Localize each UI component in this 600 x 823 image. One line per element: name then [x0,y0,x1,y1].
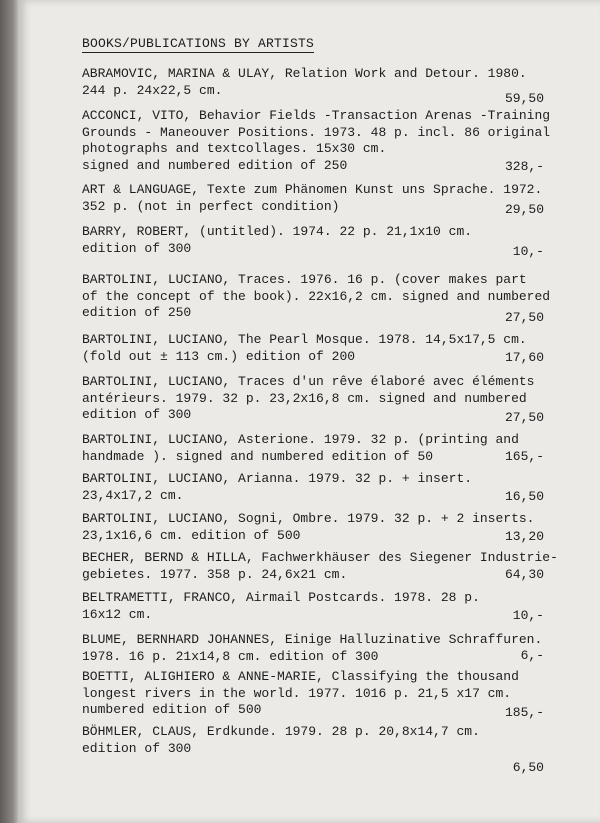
catalog-entry [82,272,562,325]
catalog-entry [82,432,562,465]
catalog-entry [82,332,562,365]
entry-price: 328,- [504,159,544,174]
page-heading: BOOKS/PUBLICATIONS BY ARTISTS [82,36,315,51]
entry-text: ABRAMOVIC, MARINA & ULAY, Relation Work and Detour. 1980. 244 p. 24x22,5 cm. [82,66,527,98]
entry-price: 29,50 [504,202,544,217]
entry-price: 6,- [520,648,544,663]
entry-text: BARTOLINI, LUCIANO, The Pearl Mosque. 1978. 14,5x17,5 cm. (fold out ± 113 cm.) edition of 200 [82,332,527,364]
catalog-entry [82,590,562,623]
entry-price: 59,50 [504,91,544,106]
catalog-entry [82,632,562,665]
entry-price: 10,- [512,608,544,623]
catalog-entry [82,550,562,583]
entry-price: 27,50 [504,310,544,325]
binding-edge [0,0,18,823]
catalog-entry [82,724,562,775]
entry-text: BARTOLINI, LUCIANO, Traces d'un rêve élaboré avec éléments antérieurs. 1979. 32 p. 23,2x16,8 cm. signed and numbered edition of 300 [82,374,535,422]
entry-text: BLUME, BERNHARD JOHANNES, Einige Halluzinative Schraffuren. 1978. 16 p. 21x14,8 cm. edition of 300 [82,632,543,664]
entry-text: ART & LANGUAGE, Texte zum Phänomen Kunst uns Sprache. 1972. 352 p. (not in perfect condition) [82,182,543,214]
entry-text: BARTOLINI, LUCIANO, Sogni, Ombre. 1979. 32 p. + 2 inserts. 23,1x16,6 cm. edition of 500 [82,511,535,543]
catalog-entry [82,511,562,544]
entry-price: 16,50 [504,489,544,504]
entry-price: 185,- [504,705,544,720]
entry-price: 165,- [504,449,544,464]
entry-text: BARTOLINI, LUCIANO, Arianna. 1979. 32 p. + insert. 23,4x17,2 cm. [82,471,473,503]
entry-price: 6,50 [512,760,544,775]
catalog-entry [82,182,562,215]
catalog-entry [82,471,562,504]
catalog-page [18,0,600,823]
entry-text: BARTOLINI, LUCIANO, Asterione. 1979. 32 p. (printing and handmade ). signed and numbered edition of 50 [82,432,519,464]
entry-text: BARTOLINI, LUCIANO, Traces. 1976. 16 p. (cover makes part of the concept of the book). 22x16,2 cm. signed and numbered edition of 250 [82,272,551,320]
entry-price: 64,30 [504,567,544,582]
catalog-entry [82,108,562,174]
entry-price: 17,60 [504,350,544,365]
entry-price: 10,- [512,244,544,259]
entry-text: ACCONCI, VITO, Behavior Fields -Transaction Arenas -Training Grounds - Maneouver Positions. 1973. 48 p. incl. 86 original photographs and textcollages. 15x30 cm. signed and numbered edition of 250 [82,108,551,173]
catalog-entry [82,374,562,424]
entry-text: BARRY, ROBERT, (untitled). 1974. 22 p. 21,1x10 cm. edition of 300 [82,224,473,256]
entry-text: BÖHMLER, CLAUS, Erdkunde. 1979. 28 p. 20,8x14,7 cm. edition of 300 [82,724,480,756]
catalog-entry [82,66,562,106]
entry-price: 13,20 [504,529,544,544]
entry-text: BOETTI, ALIGHIERO & ANNE-MARIE, Classifying the thousand longest rivers in the world. 1977. 1016 p. 21,5 x17 cm. numbered edition of 500 [82,669,519,717]
entry-price: 27,50 [504,410,544,425]
catalog-entry [82,224,562,257]
entry-text: BECHER, BERND & HILLA, Fachwerkhäuser des Siegener Industrie- gebietes. 1977. 358 p. 24,6x21 cm. [82,550,558,582]
entry-text: BELTRAMETTI, FRANCO, Airmail Postcards. 1978. 28 p. 16x12 cm. [82,590,480,622]
catalog-entry [82,669,562,719]
